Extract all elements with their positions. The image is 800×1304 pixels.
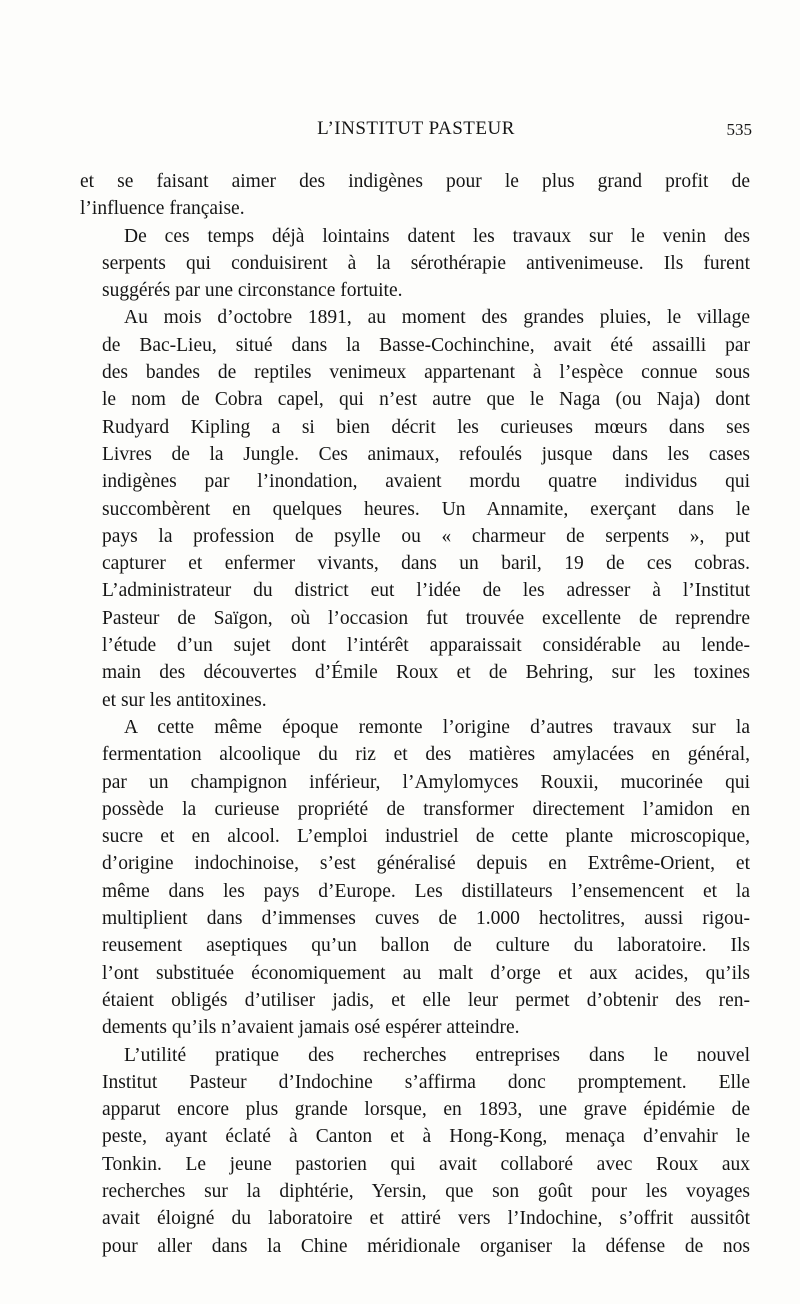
paragraph-3 (80, 304, 750, 713)
text-line: capturer et enfermer vivants, dans un baril, 19 de ces cobras. (102, 553, 750, 575)
text-line: et se faisant aimer des indigènes pour le plus grand profit de (80, 171, 750, 192)
body-text (80, 168, 750, 1260)
text-line: recherches sur la diphtérie, Yersin, que son goût pour les voyages (102, 1180, 750, 1202)
text-line: A cette même époque remonte l’origine d’autres travaux sur la (124, 716, 750, 738)
text-line: pays la profession de psylle ou « charmeur de serpents », put (102, 525, 750, 547)
text-line: par un champignon inférieur, l’Amylomyces Rouxii, mucorinée qui (102, 771, 750, 793)
text-line: reusement aseptiques qu’un ballon de culture du laboratoire. Ils (102, 935, 750, 957)
page-number: 535 (726, 120, 752, 139)
paragraph-5 (80, 1042, 750, 1260)
text-line: peste, ayant éclaté à Canton et à Hong-Kong, menaça d’envahir le (102, 1126, 750, 1148)
text-line: d’origine indochinoise, s’est généralisé depuis en Extrême-Orient, et (102, 853, 750, 875)
text-line: pour aller dans la Chine méridionale organiser la défense de nos (102, 1235, 750, 1257)
text-line: main des découvertes d’Émile Roux et de Behring, sur les toxines (102, 662, 750, 684)
paragraph-1 (80, 168, 750, 223)
text-line: des bandes de reptiles venimeux appartenant à l’espèce connue sous (102, 362, 750, 384)
running-title: L’INSTITUT PASTEUR (317, 118, 515, 139)
text-line: indigènes par l’inondation, avaient mordu quatre individus qui (102, 471, 750, 493)
text-line: étaient obligés d’utiliser jadis, et elle leur permet d’obtenir des ren- (102, 989, 750, 1011)
text-line: suggérés par une circonstance fortuite. (102, 280, 403, 302)
text-line: succombèrent en quelques heures. Un Annamite, exerçant dans le (102, 498, 750, 520)
text-line: et sur les antitoxines. (102, 689, 267, 711)
paragraph-4 (80, 714, 750, 1042)
text-line: le nom de Cobra capel, qui n’est autre que le Naga (ou Naja) dont (102, 389, 750, 411)
text-line: De ces temps déjà lointains datent les travaux sur le venin des (124, 225, 750, 247)
text-line: serpents qui conduisirent à la sérothérapie antivenimeuse. Ils furent (102, 252, 750, 274)
text-line: L’administrateur du district eut l’idée de les adresser à l’Institut (102, 580, 750, 602)
text-line: fermentation alcoolique du riz et des matières amylacées en général, (102, 744, 750, 766)
text-line: dements qu’ils n’avaient jamais osé espérer atteindre. (102, 1017, 520, 1039)
text-line: l’étude d’un sujet dont l’intérêt apparaissait considérable au lende- (102, 635, 750, 657)
text-line: l’influence française. (80, 198, 245, 220)
text-line: de Bac-Lieu, situé dans la Basse-Cochinchine, avait été assailli par (102, 334, 750, 356)
text-line: Institut Pasteur d’Indochine s’affirma donc promptement. Elle (102, 1071, 750, 1093)
text-line: avait éloigné du laboratoire et attiré vers l’Indochine, s’offrit aussitôt (102, 1208, 750, 1230)
text-line: multiplient dans d’immenses cuves de 1.000 hectolitres, aussi rigou- (102, 908, 750, 930)
text-line: même dans les pays d’Europe. Les distillateurs l’ensemencent et la (102, 880, 750, 902)
text-line: l’ont substituée économiquement au malt d’orge et aux acides, qu’ils (102, 962, 750, 984)
text-line: sucre et en alcool. L’emploi industriel de cette plante microscopique, (102, 826, 750, 848)
text-line: Tonkin. Le jeune pastorien qui avait collaboré avec Roux aux (102, 1153, 750, 1175)
text-line: Au mois d’octobre 1891, au moment des grandes pluies, le village (124, 307, 750, 329)
text-line: Rudyard Kipling a si bien décrit les curieuses mœurs dans ses (102, 416, 750, 438)
paragraph-2 (80, 223, 750, 305)
text-line: Pasteur de Saïgon, où l’occasion fut trouvée excellente de reprendre (102, 607, 750, 629)
text-line: possède la curieuse propriété de transformer directement l’amidon en (102, 798, 750, 820)
text-line: apparut encore plus grande lorsque, en 1893, une grave épidémie de (102, 1099, 750, 1121)
text-line: L’utilité pratique des recherches entreprises dans le nouvel (124, 1044, 750, 1066)
text-line: Livres de la Jungle. Ces animaux, refoulés jusque dans les cases (102, 443, 750, 465)
running-head (80, 118, 752, 146)
